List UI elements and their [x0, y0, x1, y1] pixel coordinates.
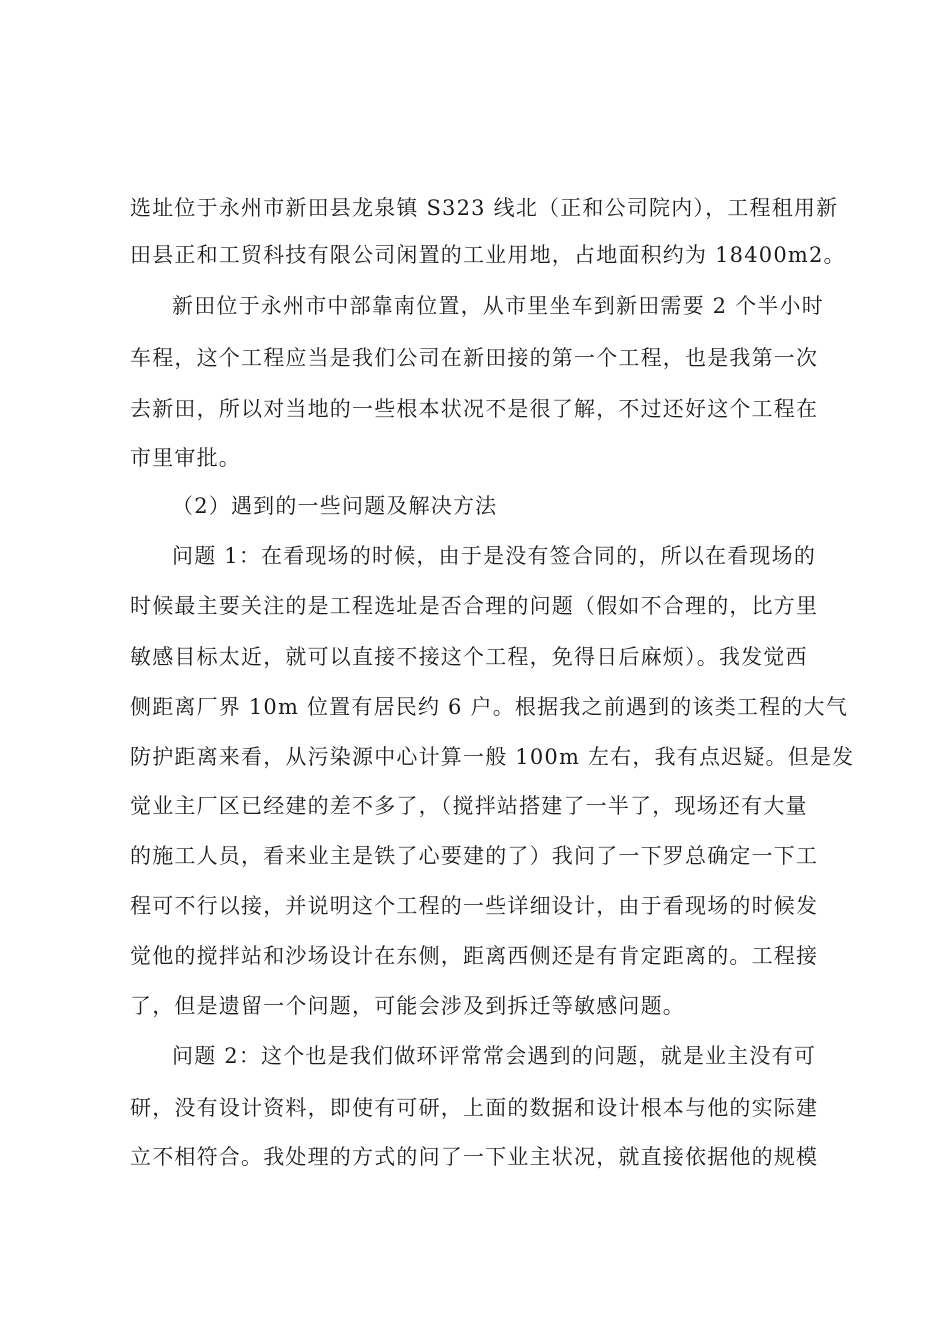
text-line: 去新田，所以对当地的一些根本状况不是很了解，不过还好这个工程在: [130, 397, 819, 421]
text-line: 防护距离来看，从污染源中心计算一般 100m 左右，我有点迟疑。但是发: [130, 745, 855, 769]
text-line: 选址位于永州市新田县龙泉镇 S323 线北（正和公司院内），工程租用新: [130, 196, 839, 220]
text-line: 立不相符合。我处理的方式的问了一下业主状况，就直接依据他的规模: [130, 1145, 819, 1169]
paragraph-line: 新田位于永州市中部靠南位置，从市里坐车到新田需要 2 个半小时: [172, 294, 824, 318]
text-line: 市里审批。: [130, 446, 241, 470]
text-line: 觉业主厂区已经建的差不多了，（搅拌站搭建了一半了，现场还有大量: [130, 794, 808, 818]
text-line: 程可不行以接，并说明这个工程的一些详细设计，由于看现场的时候发: [130, 894, 819, 918]
text-line: 田县正和工贸科技有限公司闲置的工业用地，占地面积约为 18400m2。: [130, 243, 846, 267]
text-line: 了，但是遗留一个问题，可能会涉及到拆迁等敏感问题。: [130, 994, 685, 1018]
text-line: 的施工人员，看来业主是铁了心要建的了）我问了一下罗总确定一下工: [130, 844, 819, 868]
paragraph-line: 问题 1：在看现场的时候，由于是没有签合同的，所以在看现场的: [172, 544, 817, 568]
section-heading: （2）遇到的一些问题及解决方法: [172, 494, 498, 518]
text-line: 时候最主要关注的是工程选址是否合理的问题（假如不合理的，比方里: [130, 594, 819, 618]
text-line: 敏感目标太近，就可以直接不接这个工程，免得日后麻烦）。我发觉西: [130, 645, 808, 669]
text-line: 觉他的搅拌站和沙场设计在东侧，距离西侧还是有肯定距离的。工程接: [130, 944, 819, 968]
paragraph-line: 问题 2：这个也是我们做环评常常会遇到的问题，就是业主没有可: [172, 1044, 817, 1068]
text-line: 车程，这个工程应当是我们公司在新田接的第一个工程，也是我第一次: [130, 346, 819, 370]
text-line: 研，没有设计资料，即使有可研，上面的数据和设计根本与他的实际建: [130, 1096, 819, 1120]
text-line: 侧距离厂界 10m 位置有居民约 6 户。根据我之前遇到的该类工程的大气: [130, 695, 848, 719]
